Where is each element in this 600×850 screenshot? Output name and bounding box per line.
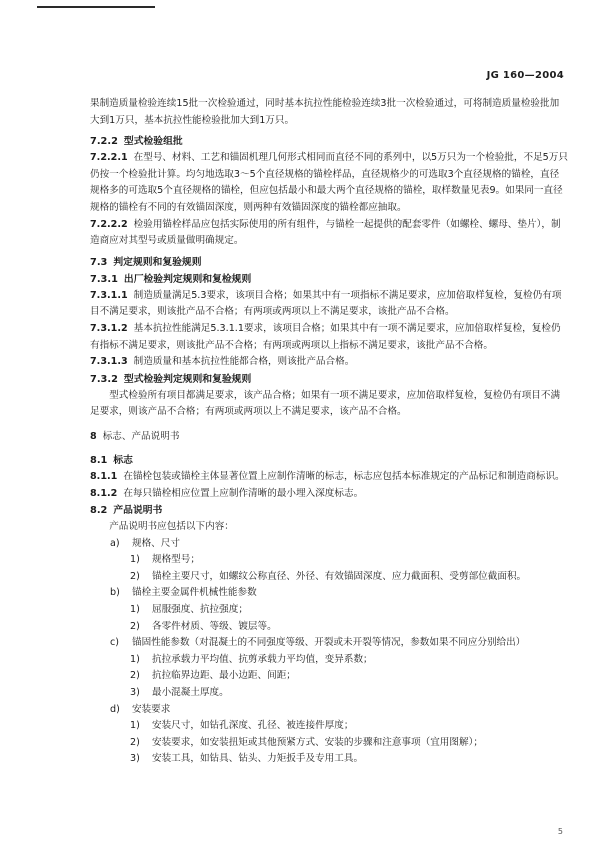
section-7-3-heading [90,254,568,271]
section-8-heading [90,428,568,445]
clause-8-1-2 [90,486,568,503]
section-title: 判定规则和复验规则 [113,256,202,268]
clause-number: 8.1.2 [90,487,118,499]
clause-7-3-1-1 [90,288,568,321]
section-number: 7.3.2 [90,373,118,385]
list-text: 锚栓主要金属件机械性能参数 [132,587,257,599]
list-text: 各零件材质、等级、镀层等。 [152,620,277,632]
list-text: 安装要求，如安装扭矩或其他预紧方式、安装的步骤和注意事项（宜用图解）； [152,736,483,748]
list-text: 最小混凝土厚度。 [152,687,229,699]
list-item [90,668,568,685]
clause-text: 制造质量满足5.3要求，该项目合格；如果其中有一项指标不满足要求，应加倍取样复检，复检仍有项目不满足要求，则该批产品不合格；有两项或两项以上不满足要求，该批产品不合格。 [90,289,562,318]
list-text: 锚固性能参数（对混凝土的不同强度等级、开裂或未开裂等情况，参数如果不同应分别给出） [132,637,526,649]
list-item [90,652,568,669]
list-item [90,635,568,652]
section-number: 7.2.2 [90,136,118,148]
list-item [90,569,568,586]
continued-paragraph: 果制造质量检验连续15批一次检验通过，同时基本抗拉性能检验连续3批一次检验通过，可将制造质量检验批加大到1万只，基本抗拉性能检验批加大到1万只。 [90,98,560,126]
section-8-2-heading [90,502,568,519]
clause-text: 基本抗拉性能满足5.3.1.1要求，该项目合格；如果其中有一项不满足要求，应加倍取样复检，复检仍有指标不满足要求，则该批产品不合格；有两项或两项以上指标不满足要求，该批产品不合格。 [90,322,561,351]
list-marker: 3) [130,753,140,765]
list-item [90,585,568,602]
clause-8-1-1 [90,469,568,486]
list-item [90,702,568,719]
clause-text: 在型号、材料、工艺和锚固机理几何形式相同而直径不同的系列中，以5万只为一个检验批，不足5万只仍按一个检验批计算。均匀地选取3～5个直径规格的锚栓样品，直径规格少的可选取3个直径规格的锚栓，直径规格多的可选取5个直径规格的锚栓，但应包括最小和最大两个直径规格的锚栓，取样数量见表9。如果同一直径规格的锚栓有不同的有效锚固深度，则两种有效锚固深度的锚栓都应抽取。 [90,152,568,213]
clause-number: 7.3.1.1 [90,289,128,301]
section-7-3-2-heading [90,371,568,388]
section-7-3-1-heading [90,271,568,288]
page-number: 5 [557,827,563,836]
section-title: 产品说明书 [113,505,163,517]
clause-number: 8.1.1 [90,470,118,482]
clause-7-3-2-text: 型式检验所有项目都满足要求，该产品合格；如果有一项不满足要求，应加倍取样复检，复检仍有项目不满足要求，则该产品不合格；有两项或两项以上不满足要求，该产品不合格。 [90,389,561,418]
list-item [90,718,568,735]
list-marker: 2) [130,736,140,748]
clause-number: 7.2.2.1 [90,152,128,164]
clause-text: 检验用锚栓样品应包括实际使用的所有组件，与锚栓一起提供的配套零件（如螺栓、螺母、垫片），制造商应对其型号或质量做明确规定。 [90,218,561,247]
list-marker: c) [110,637,120,649]
list-item [90,751,568,768]
header-rule [37,6,155,8]
list-text: 安装要求 [132,703,171,715]
list-marker: 2) [130,670,140,682]
section-number: 7.3.1 [90,273,118,285]
clause-7-2-2-2 [90,217,568,250]
list-item [90,536,568,553]
list-text: 抗拉临界边距、最小边距、间距； [152,670,296,682]
list-marker: 1) [130,653,140,665]
section-7-2-2-heading [90,133,568,150]
section-8-1-heading [90,452,568,469]
clause-number: 7.2.2.2 [90,218,128,230]
list-item [90,552,568,569]
list-text: 抗拉承载力平均值、抗剪承载力平均值，变异系数； [152,653,373,665]
clause-7-2-2-1 [90,150,568,216]
clause-number: 7.3.1.2 [90,322,128,334]
list-marker: 2) [130,570,140,582]
list-marker: 3) [130,687,140,699]
section-8-2-intro: 产品说明书应包括以下内容： [109,521,234,533]
section-title: 标志、产品说明书 [102,430,180,442]
list-marker: 1) [130,720,140,732]
section-number: 7.3 [90,256,108,268]
list-text: 安装工具，如钻具、钻头、力矩扳手及专用工具。 [152,753,364,765]
section-title: 标志 [113,454,133,466]
clause-number: 7.3.1.3 [90,356,128,368]
list-marker: 1) [130,604,140,616]
clause-text: 在锚栓包装或锚栓主体显著位置上应制作清晰的标志，标志应包括本标准规定的产品标记和制造商标识。 [123,470,565,482]
list-text: 安装尺寸，如钻孔深度、孔径、被连接件厚度； [152,720,354,732]
list-marker: a) [110,537,120,549]
list-marker: 2) [130,620,140,632]
clause-text: 在每只锚栓相应位置上应制作清晰的最小埋入深度标志。 [123,487,364,499]
section-number: 8 [90,430,97,442]
list-text: 规格型号； [152,554,200,566]
section-title: 出厂检验判定规则和复检规则 [123,273,252,285]
section-number: 8.2 [90,505,108,517]
clause-text: 制造质量和基本抗拉性能都合格，则该批产品合格。 [133,356,355,368]
list-marker: b) [110,587,120,599]
list-marker: 1) [130,554,140,566]
list-item [90,602,568,619]
list-text: 锚栓主要尺寸，如螺纹公称直径、外径、有效锚固深度、应力截面积、受剪部位截面积。 [152,570,527,582]
section-number: 8.1 [90,454,108,466]
section-title: 型式检验判定规则和复验规则 [123,373,252,385]
list-text: 屈服强度、抗拉强度； [152,604,248,616]
list-item [90,685,568,702]
clause-7-3-1-2 [90,321,568,354]
list-item [90,619,568,636]
clause-7-3-1-3 [90,354,568,371]
section-title: 型式检验组批 [123,136,183,148]
list-text: 规格、尺寸 [132,537,180,549]
list-item [90,735,568,752]
list-marker: d) [110,703,120,715]
document-body [90,96,568,768]
standard-number: JG 160—2004 [486,70,564,81]
